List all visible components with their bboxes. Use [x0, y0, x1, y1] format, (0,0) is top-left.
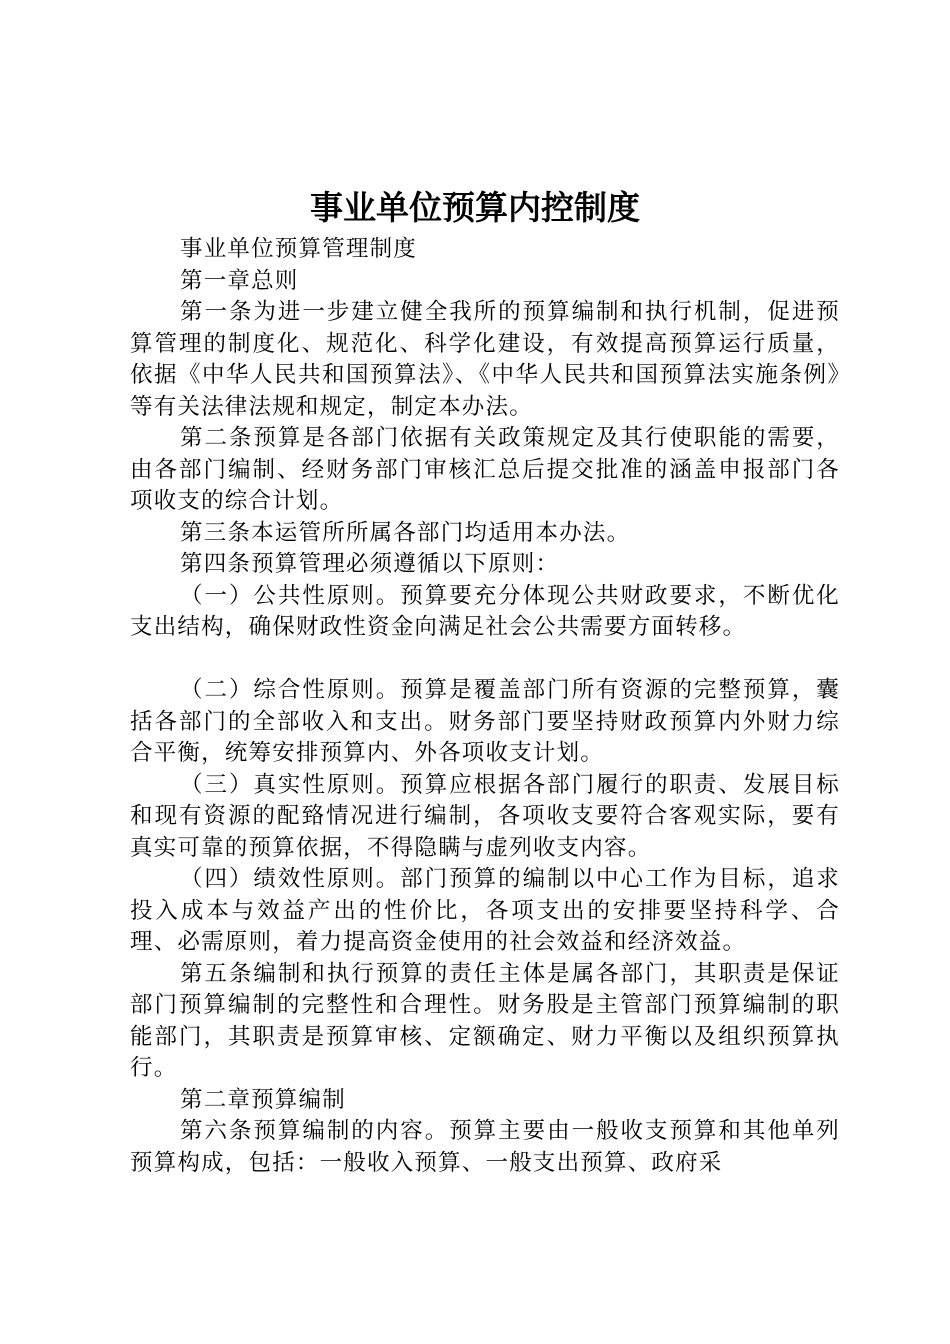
- principle-4: （四）绩效性原则。部门预算的编制以中心工作为目标，追求投入成本与效益产出的性价比，各项支出的安排要坚持科学、合理、必需原则，着力提高资金使用的社会效益和经济效益。: [130, 866, 840, 955]
- principle-1: （一）公共性原则。预算要充分体现公共财政要求，不断优化支出结构，确保财政性资金向满足社会公共需要方面转移。: [130, 582, 840, 640]
- paragraph-gap: [130, 644, 840, 676]
- document-title: 事业单位预算内控制度: [310, 188, 640, 227]
- principle-3: （三）真实性原则。预算应根据各部门履行的职责、发展目标和现有资源的配臵情况进行编制，各项收支要符合客观实际，要有真实可靠的预算依据，不得隐瞒与虚列收支内容。: [130, 771, 840, 861]
- article-6: 第六条预算编制的内容。预算主要由一般收支预算和其他单列预算构成，包括：一般收入预算、一般支出预算、政府采: [130, 1118, 840, 1176]
- document-body: [130, 234, 840, 1179]
- article-1: 第一条为进一步建立健全我所的预算编制和执行机制，促进预算管理的制度化、规范化、科学化建设，有效提高预算运行质量，依据《中华人民共和国预算法》、《中华人民共和国预算法实施条例》等有关法律法规和规定，制定本办法。: [130, 299, 840, 420]
- principle-2: （二）综合性原则。预算是覆盖部门所有资源的完整预算，囊括各部门的全部收入和支出。财务部门要坚持财政预算内外财力综合平衡，统筹安排预算内、外各项收支计划。: [130, 677, 840, 766]
- chapter-2-heading: 第二章预算编制: [180, 1086, 346, 1113]
- article-2: 第二条预算是各部门依据有关政策规定及其行使职能的需要，由各部门编制、经财务部门审核汇总后提交批准的涵盖申报部门各项收支的综合计划。: [130, 425, 840, 514]
- chapter-1-heading: 第一章总则: [180, 267, 299, 294]
- document-subtitle: 事业单位预算管理制度: [180, 236, 418, 262]
- article-4: 第四条预算管理必须遵循以下原则：: [180, 551, 560, 577]
- article-5: 第五条编制和执行预算的责任主体是属各部门，其职责是保证部门预算编制的完整性和合理性。财务股是主管部门预算编制的职能部门，其职责是预算审核、定额确定、财力平衡以及组织预算执行。: [130, 960, 840, 1081]
- article-3: 第三条本运管所所属各部门均适用本办法。: [180, 519, 631, 546]
